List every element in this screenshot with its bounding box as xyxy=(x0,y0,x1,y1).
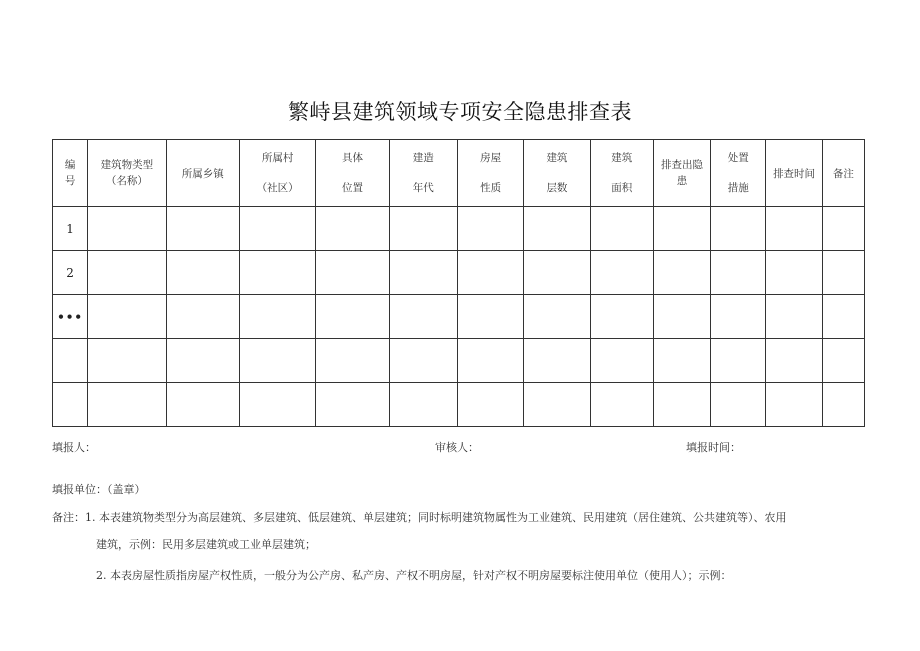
table-cell[interactable] xyxy=(316,251,389,295)
table-row xyxy=(53,339,865,383)
header-village xyxy=(239,140,315,207)
header-line: 排查出隐 xyxy=(661,159,704,171)
table-cell[interactable] xyxy=(822,383,864,427)
table-cell[interactable] xyxy=(711,207,766,251)
table-cell[interactable] xyxy=(457,383,523,427)
header-line: 措施 xyxy=(727,182,749,194)
table-cell[interactable] xyxy=(822,251,864,295)
table-cell[interactable] xyxy=(166,339,239,383)
header-property-nature xyxy=(457,140,523,207)
header-line: 建筑 xyxy=(611,152,633,164)
header-line: 建造 xyxy=(412,152,434,164)
table-cell[interactable] xyxy=(524,339,590,383)
header-line: 备注 xyxy=(832,167,854,180)
header-line: 所属乡镇 xyxy=(181,167,224,180)
header-line: 建筑 xyxy=(546,152,568,164)
row-number xyxy=(53,383,88,427)
table-cell[interactable] xyxy=(524,383,590,427)
table-cell[interactable] xyxy=(88,251,166,295)
table-row xyxy=(53,207,865,251)
table-cell[interactable] xyxy=(590,383,653,427)
table-cell[interactable] xyxy=(766,251,822,295)
header-area xyxy=(590,140,653,207)
table-cell[interactable] xyxy=(711,295,766,339)
table-cell[interactable] xyxy=(766,383,822,427)
filler-label: 填报人： xyxy=(52,441,96,454)
table-cell[interactable] xyxy=(389,383,457,427)
header-line: 号 xyxy=(64,175,76,187)
table-cell[interactable] xyxy=(711,383,766,427)
table-cell[interactable] xyxy=(822,295,864,339)
header-inspection-time xyxy=(766,140,822,207)
header-line: 位置 xyxy=(341,182,363,194)
table-cell[interactable] xyxy=(590,339,653,383)
header-line: 所属村 xyxy=(261,152,294,164)
table-cell[interactable] xyxy=(590,295,653,339)
table-cell[interactable] xyxy=(711,339,766,383)
table-cell[interactable] xyxy=(711,251,766,295)
table-cell[interactable] xyxy=(457,339,523,383)
note-2: 2. 本表房屋性质指房屋产权性质，一般分为公产房、私产房、产权不明房屋，针对产权不明房屋要标注使用单位（使用人）；示例： xyxy=(96,569,732,582)
header-line: 年代 xyxy=(412,182,434,194)
header-measures xyxy=(711,140,766,207)
table-cell[interactable] xyxy=(166,383,239,427)
header-line: 层数 xyxy=(546,182,568,194)
table-cell[interactable] xyxy=(653,295,710,339)
table-cell[interactable] xyxy=(239,339,315,383)
table-cell[interactable] xyxy=(524,207,590,251)
header-line: （名称） xyxy=(105,175,148,187)
table-cell[interactable] xyxy=(457,295,523,339)
table-cell[interactable] xyxy=(766,339,822,383)
table-cell[interactable] xyxy=(166,251,239,295)
header-line: （社区） xyxy=(256,182,299,194)
header-line: 处置 xyxy=(727,152,749,164)
table-cell[interactable] xyxy=(766,207,822,251)
header-floors xyxy=(524,140,590,207)
table-cell[interactable] xyxy=(316,339,389,383)
header-line: 编 xyxy=(64,159,76,171)
header-remarks xyxy=(822,140,864,207)
fill-unit-label: 填报单位：（盖章） xyxy=(52,483,146,496)
table-cell[interactable] xyxy=(766,295,822,339)
table-row xyxy=(53,251,865,295)
header-township xyxy=(166,140,239,207)
row-number-text: ••• xyxy=(57,309,84,324)
fill-time-label: 填报时间： xyxy=(686,441,741,454)
table-cell[interactable] xyxy=(590,251,653,295)
row-number xyxy=(53,207,88,251)
table-cell[interactable] xyxy=(389,295,457,339)
table-cell[interactable] xyxy=(389,207,457,251)
note-1-line-1: 备注：1. 本表建筑物类型分为高层建筑、多层建筑、低层建筑、单层建筑；同时标明建筑物属性为工业建筑、民用建筑（居住建筑、公共建筑等）、农用 xyxy=(52,511,787,524)
header-line: 性质 xyxy=(480,182,502,194)
table-cell[interactable] xyxy=(316,295,389,339)
table-cell[interactable] xyxy=(822,207,864,251)
table-cell[interactable] xyxy=(239,251,315,295)
table-cell[interactable] xyxy=(166,207,239,251)
table-row xyxy=(53,383,865,427)
table-cell[interactable] xyxy=(166,295,239,339)
header-line: 房屋 xyxy=(480,152,502,164)
page-title: 繁峙县建筑领域专项安全隐患排查表 xyxy=(288,100,632,124)
header-location xyxy=(316,140,389,207)
row-number-text: 1 xyxy=(66,221,74,236)
table-cell[interactable] xyxy=(239,383,315,427)
reviewer-label: 审核人： xyxy=(435,441,479,454)
table-cell[interactable] xyxy=(88,295,166,339)
table-cell[interactable] xyxy=(653,339,710,383)
table-cell[interactable] xyxy=(389,251,457,295)
inspection-table xyxy=(52,139,865,427)
header-hazards xyxy=(653,140,710,207)
table-cell[interactable] xyxy=(457,251,523,295)
table-cell[interactable] xyxy=(653,207,710,251)
table-cell[interactable] xyxy=(653,251,710,295)
table-cell[interactable] xyxy=(653,383,710,427)
header-line: 排查时间 xyxy=(773,167,816,180)
header-id xyxy=(53,140,88,207)
header-line: 患 xyxy=(676,175,688,187)
header-line: 具体 xyxy=(341,152,363,164)
table-cell[interactable] xyxy=(524,295,590,339)
table-row xyxy=(53,295,865,339)
table-cell[interactable] xyxy=(590,207,653,251)
header-build-year xyxy=(389,140,457,207)
table-cell[interactable] xyxy=(524,251,590,295)
header-line: 面积 xyxy=(611,182,633,194)
table-cell[interactable] xyxy=(316,207,389,251)
row-number xyxy=(53,295,88,339)
table-cell[interactable] xyxy=(457,207,523,251)
table-cell[interactable] xyxy=(88,207,166,251)
header-building-type xyxy=(88,140,166,207)
table-cell[interactable] xyxy=(88,383,166,427)
row-number xyxy=(53,339,88,383)
table-cell[interactable] xyxy=(389,339,457,383)
header-line: 建筑物类型 xyxy=(100,159,154,171)
row-number xyxy=(53,251,88,295)
table-cell[interactable] xyxy=(822,339,864,383)
table-cell[interactable] xyxy=(316,383,389,427)
table-cell[interactable] xyxy=(88,339,166,383)
row-number-text: 2 xyxy=(66,265,74,280)
table-cell[interactable] xyxy=(239,295,315,339)
header-row xyxy=(53,140,865,207)
table-cell[interactable] xyxy=(239,207,315,251)
note-1-line-2: 建筑，示例：民用多层建筑或工业单层建筑； xyxy=(96,538,316,551)
